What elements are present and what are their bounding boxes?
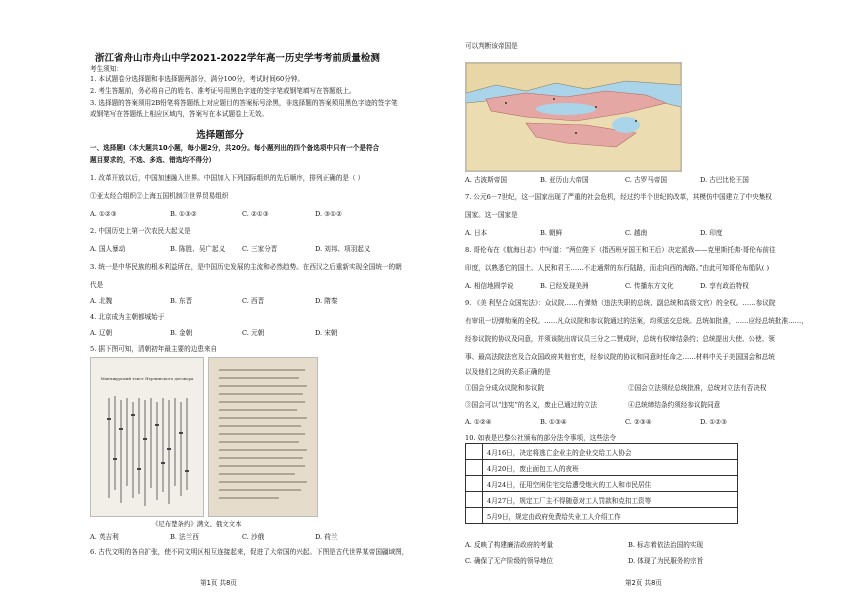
option-a: A. 相信地圆学说: [465, 282, 514, 290]
option-a: A. 古波斯帝国: [465, 176, 507, 184]
notice-heading: 考生须知：: [90, 65, 123, 73]
table-row: [466, 444, 738, 460]
page-number: 第2页 共8页: [625, 579, 662, 587]
option-a: A. 反映了构建廉洁政府的考量: [465, 541, 554, 549]
question-1-items: ①亚太经合组织②上海五国机制③世界贸易组织: [90, 192, 229, 200]
question-7-cont: 国家。这一国家是: [465, 211, 518, 219]
doc-heading: Манчжурский текст Нерчинского договора: [100, 376, 194, 381]
question-4: 4. 北京成为主朝都城始于: [90, 313, 165, 321]
option-d: D. 宋朝: [315, 329, 338, 337]
table-cell: 4月27日，规定工厂主不得随意对工人罚款和克扣工资等: [483, 492, 738, 508]
question-9-item: ③国会可以“违宪”的名义，废止已通过的立法: [465, 401, 598, 409]
question-8: 8. 哥伦布在《航海日志》中写道：“两位陛下（指西班牙国王和王后）决定派我——克里斯托弗·哥伦布前往: [465, 246, 776, 254]
question-6-cont: 可以判断该帝国是: [465, 42, 518, 50]
question-9-item: ②国会立法须经总统批准，总统对立法有否决权: [628, 384, 767, 392]
exam-title: 浙江省舟山市舟山中学2021-2022学年高一历史学考考前质量检测: [95, 53, 380, 64]
option-d: D. 古巴比伦王国: [700, 176, 749, 184]
table-cell: 4月20日，废止面包工人的夜班: [483, 460, 738, 476]
question-9-line: 有审讯一切弹劾案的全权。……凡众议院和参议院通过的法案，均须送交总统。总统如批准，……应经总统批准……，: [465, 317, 808, 325]
option-d: D. 体现了为民服务的宗旨: [628, 557, 704, 565]
question-7: 7. 公元6－7世纪，这一国家出现了严重的社会危机，经过约半个世纪的改革，其模仿中国建立了中央集权: [465, 193, 772, 201]
option-d: D. ①②③: [700, 418, 727, 426]
table-row: [466, 492, 738, 508]
question-3-cont: 代是: [90, 281, 104, 289]
table-cell: 5月9日，规定由政府免费给失业工人介绍工作: [483, 508, 738, 524]
option-c: C. 西晋: [242, 297, 265, 305]
option-a: A. ①②③: [90, 210, 117, 218]
notice-line: 或钢笔写在答题纸上相应区域内，答案写在本试题卷上无效。: [90, 110, 269, 118]
option-d: D. 印度: [700, 229, 723, 237]
question-10: 10. 如表是巴黎公社颁布的部分法令事项，这些法令: [465, 434, 617, 442]
table-row: [466, 476, 738, 492]
option-b: B. 已经发现美洲: [540, 282, 589, 290]
option-b: B. 金朝: [170, 329, 193, 337]
notice-line: 2. 考生答题前，务必将自己的姓名、准考证号用黑色字迹的签字笔或钢笔填写在答题纸上。: [90, 87, 356, 95]
empire-map: [465, 62, 682, 172]
option-c: C. 确保了无产阶级的领导地位: [465, 557, 554, 565]
option-a: A. 英吉利: [90, 533, 119, 541]
page-number: 第1页 共8页: [200, 579, 237, 587]
question-9: 9. 《美 利坚合众国宪法》：众议院……有弹劾（违法失职的总统、副总统和高级文官）的全权。……参议院: [465, 299, 776, 307]
option-a: A. 国人暴动: [90, 245, 126, 253]
question-9-item: ①国会分成众议院和参议院: [465, 384, 545, 392]
option-d: D. 隋秦: [315, 297, 338, 305]
question-8-cont: 印度，以熟悉它的国土、人民和君王……不走通常的东行陆路，而走向西的海路。”由此可知哥伦布船队( ): [465, 264, 770, 272]
option-c: C. 沙俄: [242, 533, 265, 541]
option-b: B. 陈胜、吴广起义: [170, 245, 226, 253]
option-b: B. ①③②: [170, 210, 197, 218]
option-a: A. 日本: [465, 229, 488, 237]
option-b: B. 标志着依法治国的实现: [628, 541, 703, 549]
section-intro: 一、选择题Ⅰ（本大题共10小题，每小题2分，共20分。每小题列出的四个备选项中只有一个是符合: [90, 144, 380, 152]
option-b: B. 东晋: [170, 297, 193, 305]
decree-table: [465, 443, 738, 524]
manchu-text-image: [90, 357, 204, 517]
option-d: D. 刘邦、项羽起义: [315, 245, 371, 253]
notice-line: 3. 选择题的答案须用2B铅笔将答题纸上对应题目的答案标号涂黑，非选择题的答案须用黑色字迹的签字笔: [90, 99, 398, 107]
question-9-line: 经参议院的协议及同意，并须该院出席议员三分之二赞成时，总统有权缔结条约；总统提出大使、公使、领: [465, 335, 775, 343]
option-c: C. 越南: [625, 229, 648, 237]
question-9-item: ④总统缔结条约须经参议院同意: [628, 401, 721, 409]
russian-text-image: [208, 357, 318, 517]
question-9-line: 以及他们之间的关系正确的是: [465, 368, 551, 376]
map-graphic: [466, 63, 681, 171]
option-a: A. 辽朝: [90, 329, 113, 337]
option-c: C. 古罗马帝国: [625, 176, 667, 184]
question-3: 3. 统一是中华民族的根本利益所在，是中国历史发展的主流和必然趋势。在西汉之后重新实现全国统一的朝: [90, 263, 402, 271]
table-row: [466, 460, 738, 476]
option-d: D. 荷兰: [315, 533, 338, 541]
option-b: B. ①③④: [540, 418, 567, 426]
option-b: B. 朝鲜: [540, 229, 563, 237]
handwritten-text-graphic: [209, 358, 317, 516]
question-6: 6. 古代文明的各自扩张，使不同文明区相互连接起来，促进了大帝国的兴起。下图是古代世界某帝国疆域图，: [90, 548, 409, 556]
option-a: A. 北魏: [90, 297, 113, 305]
option-c: C. 三家分晋: [242, 245, 278, 253]
option-b: B. 法兰西: [170, 533, 199, 541]
option-d: D. 享有政治特权: [700, 282, 749, 290]
table-cell: 4月24日，征用空闲住宅交给遭受炮火的工人和市民居住: [483, 476, 738, 492]
option-c: C. ②③④: [625, 418, 652, 426]
table-row: [466, 508, 738, 524]
image-caption: 《尼布楚条约》满文、俄文文本: [152, 520, 242, 528]
question-5: 5. 据下图可知，清朝初年最主要的边患来自: [90, 345, 218, 353]
option-a: A. ①②④: [465, 418, 492, 426]
section-intro: 题目要求的，不选、多选、错选均不得分）: [90, 156, 216, 164]
option-b: B. 亚历山大帝国: [540, 176, 589, 184]
question-2: 2. 中国历史上第一次农民大起义是: [90, 227, 191, 235]
option-c: C. 元朝: [242, 329, 265, 337]
question-1: 1. 改革开放以后，中国加速融入世界。中国加入下列国际组织的先后顺序，排列正确的是（ ）: [90, 174, 365, 182]
notice-line: 1. 本试题卷分选择题和非选择题两部分，满分100分，考试时间60分钟。: [90, 75, 304, 83]
option-c: C. ②①③: [242, 210, 269, 218]
option-d: D. ③①②: [315, 210, 342, 218]
manchu-script-graphic: [91, 358, 203, 516]
table-cell: 4月16日，决定将逃亡企业主的企业交给工人协会: [483, 444, 738, 460]
option-c: C. 传播东方文化: [625, 282, 674, 290]
question-9-line: 事、最高法院法官及合众国政府其他官吏，经参议院的协议和同意时任命之……材料中关于美国国会和总统: [465, 353, 775, 361]
section-title: 选择题部分: [196, 130, 244, 141]
